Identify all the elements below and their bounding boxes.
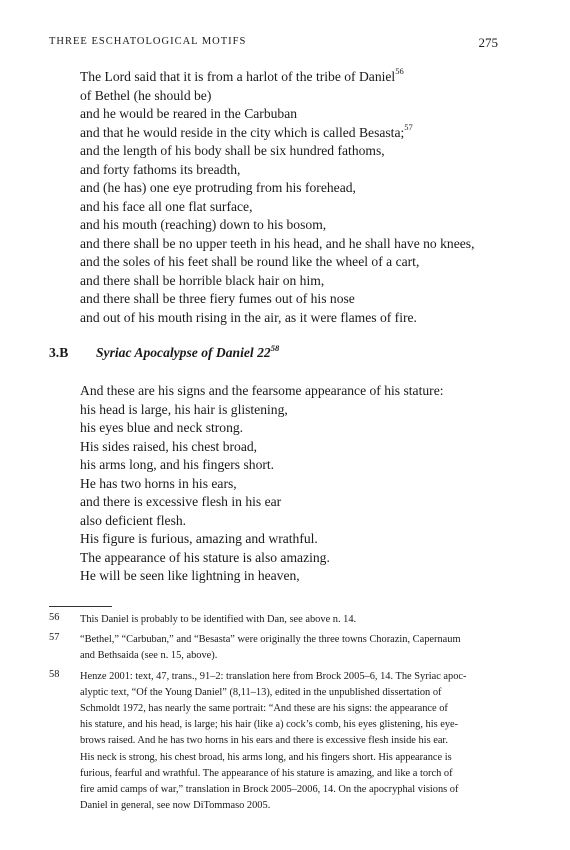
footnote-ref-57[interactable]: 57	[404, 121, 413, 132]
verse-line: The appearance of his stature is also amazing.	[80, 549, 330, 565]
section-number: 3.B	[49, 345, 69, 360]
verse-line: And these are his signs and the fearsome appearance of his stature:	[80, 383, 444, 398]
footnote-number: 57	[49, 632, 60, 644]
footnote-line: brows raised. And he has two horns in his ears and there is excessive flesh inside his ear.	[80, 735, 448, 747]
footnote-line: His neck is strong, his chest broad, his arms long, and his fingers short. His appearance is	[80, 751, 452, 763]
verse-line: His figure is furious, amazing and wrathful.	[80, 531, 318, 546]
footnote-number: 58	[49, 668, 60, 680]
quoted-passage-a	[80, 68, 520, 327]
verse-line: and there shall be three fiery fumes out of his nose	[80, 291, 355, 306]
section-heading	[49, 343, 280, 361]
footnote-text	[80, 612, 499, 628]
verse-line: and the soles of his feet shall be round like the wheel of a cart,	[80, 254, 420, 269]
verse-line: and the length of his body shall be six hundred fathoms,	[80, 143, 385, 158]
footnote-number: 56	[49, 612, 60, 623]
footnote-line: Daniel in general, see now DiTommaso 2005.	[80, 800, 271, 812]
footnote-line: Schmoldt 1972, has nearly the same portrait: “And these are his signs: the appearance of	[80, 703, 448, 715]
verse-line: and forty fathoms its breadth,	[80, 161, 241, 177]
verse-line: his eyes blue and neck strong.	[80, 420, 244, 435]
footnote-ref-56[interactable]: 56	[395, 66, 404, 76]
verse-line: His sides raised, his chest broad,	[80, 438, 258, 454]
footnote-separator	[49, 606, 112, 607]
footnote-text	[80, 632, 499, 664]
footnote-line: This Daniel is probably to be identified with Dan, see above n. 14.	[80, 614, 357, 625]
footnotes	[49, 612, 499, 818]
verse-line: of Bethel (he should be)	[80, 87, 212, 103]
verse-line: and that he would reside in the city which is called Besasta;$^{57}$	[80, 121, 413, 140]
footnote-line: “Bethel,” “Carbuban,” and “Besasta” were originally the three towns Chorazin, Capernaum	[80, 634, 461, 646]
footnote-line: fire amid camps of war,” translation in Brock 2005–2006, 14. On the apocryphal visions of	[80, 784, 459, 796]
footnote-57	[49, 632, 499, 664]
verse-line: and he would be reared in the Carbuban	[80, 106, 298, 121]
page-number: 275	[478, 35, 498, 50]
verse-line: and his mouth (reaching) down to his bosom,	[80, 217, 327, 232]
quoted-passage-b	[80, 382, 520, 586]
footnote-line: furious, fearful and wrathful. The appearance of his stature is amazing, and like a torch of	[80, 767, 453, 779]
footnote-58	[49, 669, 499, 815]
verse-line: He has two horns in his ears,	[80, 475, 237, 491]
footnote-line: Henze 2001: text, 47, trans., 91–2: translation here from Brock 2005–6, 14. The Syriac apoc-	[80, 670, 467, 682]
running-head: THREE ESCHATOLOGICAL MOTIFS	[49, 36, 247, 47]
footnote-line: and Bethsaida (see n. 15, above).	[80, 650, 218, 662]
verse-line: and (he has) one eye protruding from his forehead,	[80, 180, 356, 195]
verse-line: his arms long, and his fingers short.	[80, 457, 275, 472]
footnote-text	[80, 669, 499, 815]
section-title: Syriac Apocalypse of Daniel $22^{58}$	[96, 343, 280, 360]
verse-line: The Lord said that it is from a harlot of the tribe of Daniel$^{56}$	[80, 66, 404, 84]
verse-line: and there is excessive flesh in his ear	[80, 494, 282, 509]
verse-line: and out of his mouth rising in the air, as it were flames of fire.	[80, 309, 417, 325]
verse-line: also deficient flesh.	[80, 512, 187, 528]
verse-line: and his face all one flat surface,	[80, 198, 253, 214]
footnote-ref-58[interactable]: 58	[270, 343, 280, 353]
verse-line: and there shall be no upper teeth in his head, and he shall have no knees,	[80, 235, 475, 251]
footnote-56	[49, 612, 499, 628]
verse-line: his head is large, his hair is glistening,	[80, 401, 288, 417]
footnote-line: alyptic text, “Of the Young Daniel” (8,11–13), edited in the unpublished dissertation of	[80, 686, 442, 698]
verse-line: He will be seen like lightning in heaven,	[80, 568, 300, 583]
verse-line: and there shall be horrible black hair on him,	[80, 272, 325, 288]
footnote-line: his stature, and his head, is large; his hair (like a) cock’s comb, his eyes glistening, his eye-	[80, 719, 459, 731]
